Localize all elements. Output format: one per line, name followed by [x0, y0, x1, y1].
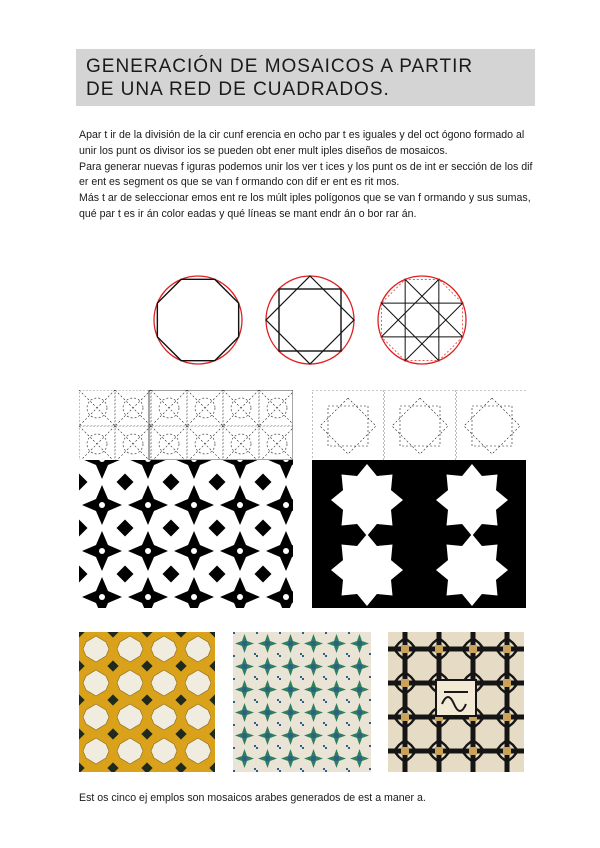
- title-line-1: GENERACIÓN DE MOSAICOS A PARTIR: [86, 56, 474, 77]
- intro-text: [79, 128, 535, 223]
- white-star-shape: [436, 464, 508, 536]
- white-star-shape: [436, 534, 508, 606]
- mosaic-photo-gold: [79, 632, 215, 772]
- intro-paragraph-2: Para generar nuevas f iguras podemos unir los ver t ices y los punt os de int er sección de los dif er ent es segment os que se van f ormando con dif er ent es rit mos.: [79, 160, 533, 189]
- square-in-circle-icon: [262, 272, 358, 368]
- title-line-2: DE UNA RED DE CUADRADOS.: [86, 79, 390, 100]
- white-star-shape: [331, 464, 403, 536]
- mosaic-pattern-left: [79, 390, 293, 608]
- construction-circles: [150, 272, 470, 372]
- white-star-shape: [331, 534, 403, 606]
- mosaic-photo-black-inscription: [388, 632, 524, 772]
- title-box: [76, 49, 535, 106]
- octagram-in-circle-icon: [374, 272, 470, 368]
- mosaic-photo-green-blue: [233, 632, 371, 772]
- footer-caption: Est os cinco ej emplos son mosaicos arabes generados de est a maner a.: [79, 792, 426, 804]
- mosaic-pattern-right: [312, 390, 526, 608]
- octagon-in-circle-icon: [150, 272, 246, 368]
- intro-paragraph-3: Más t ar de seleccionar emos ent re los múlt iples polígonos que se van f ormando y sus sumas, qué par t es ir án color eadas y qué líneas se mant endr án o bor rar án.: [79, 192, 531, 220]
- intro-paragraph-1: Apar t ir de la división de la cir cunf erencia en ocho par t es iguales y del oct ógono formado al unir los punt os divisor ios se pueden obt ener mult iples diseños de mosaicos.: [79, 129, 525, 157]
